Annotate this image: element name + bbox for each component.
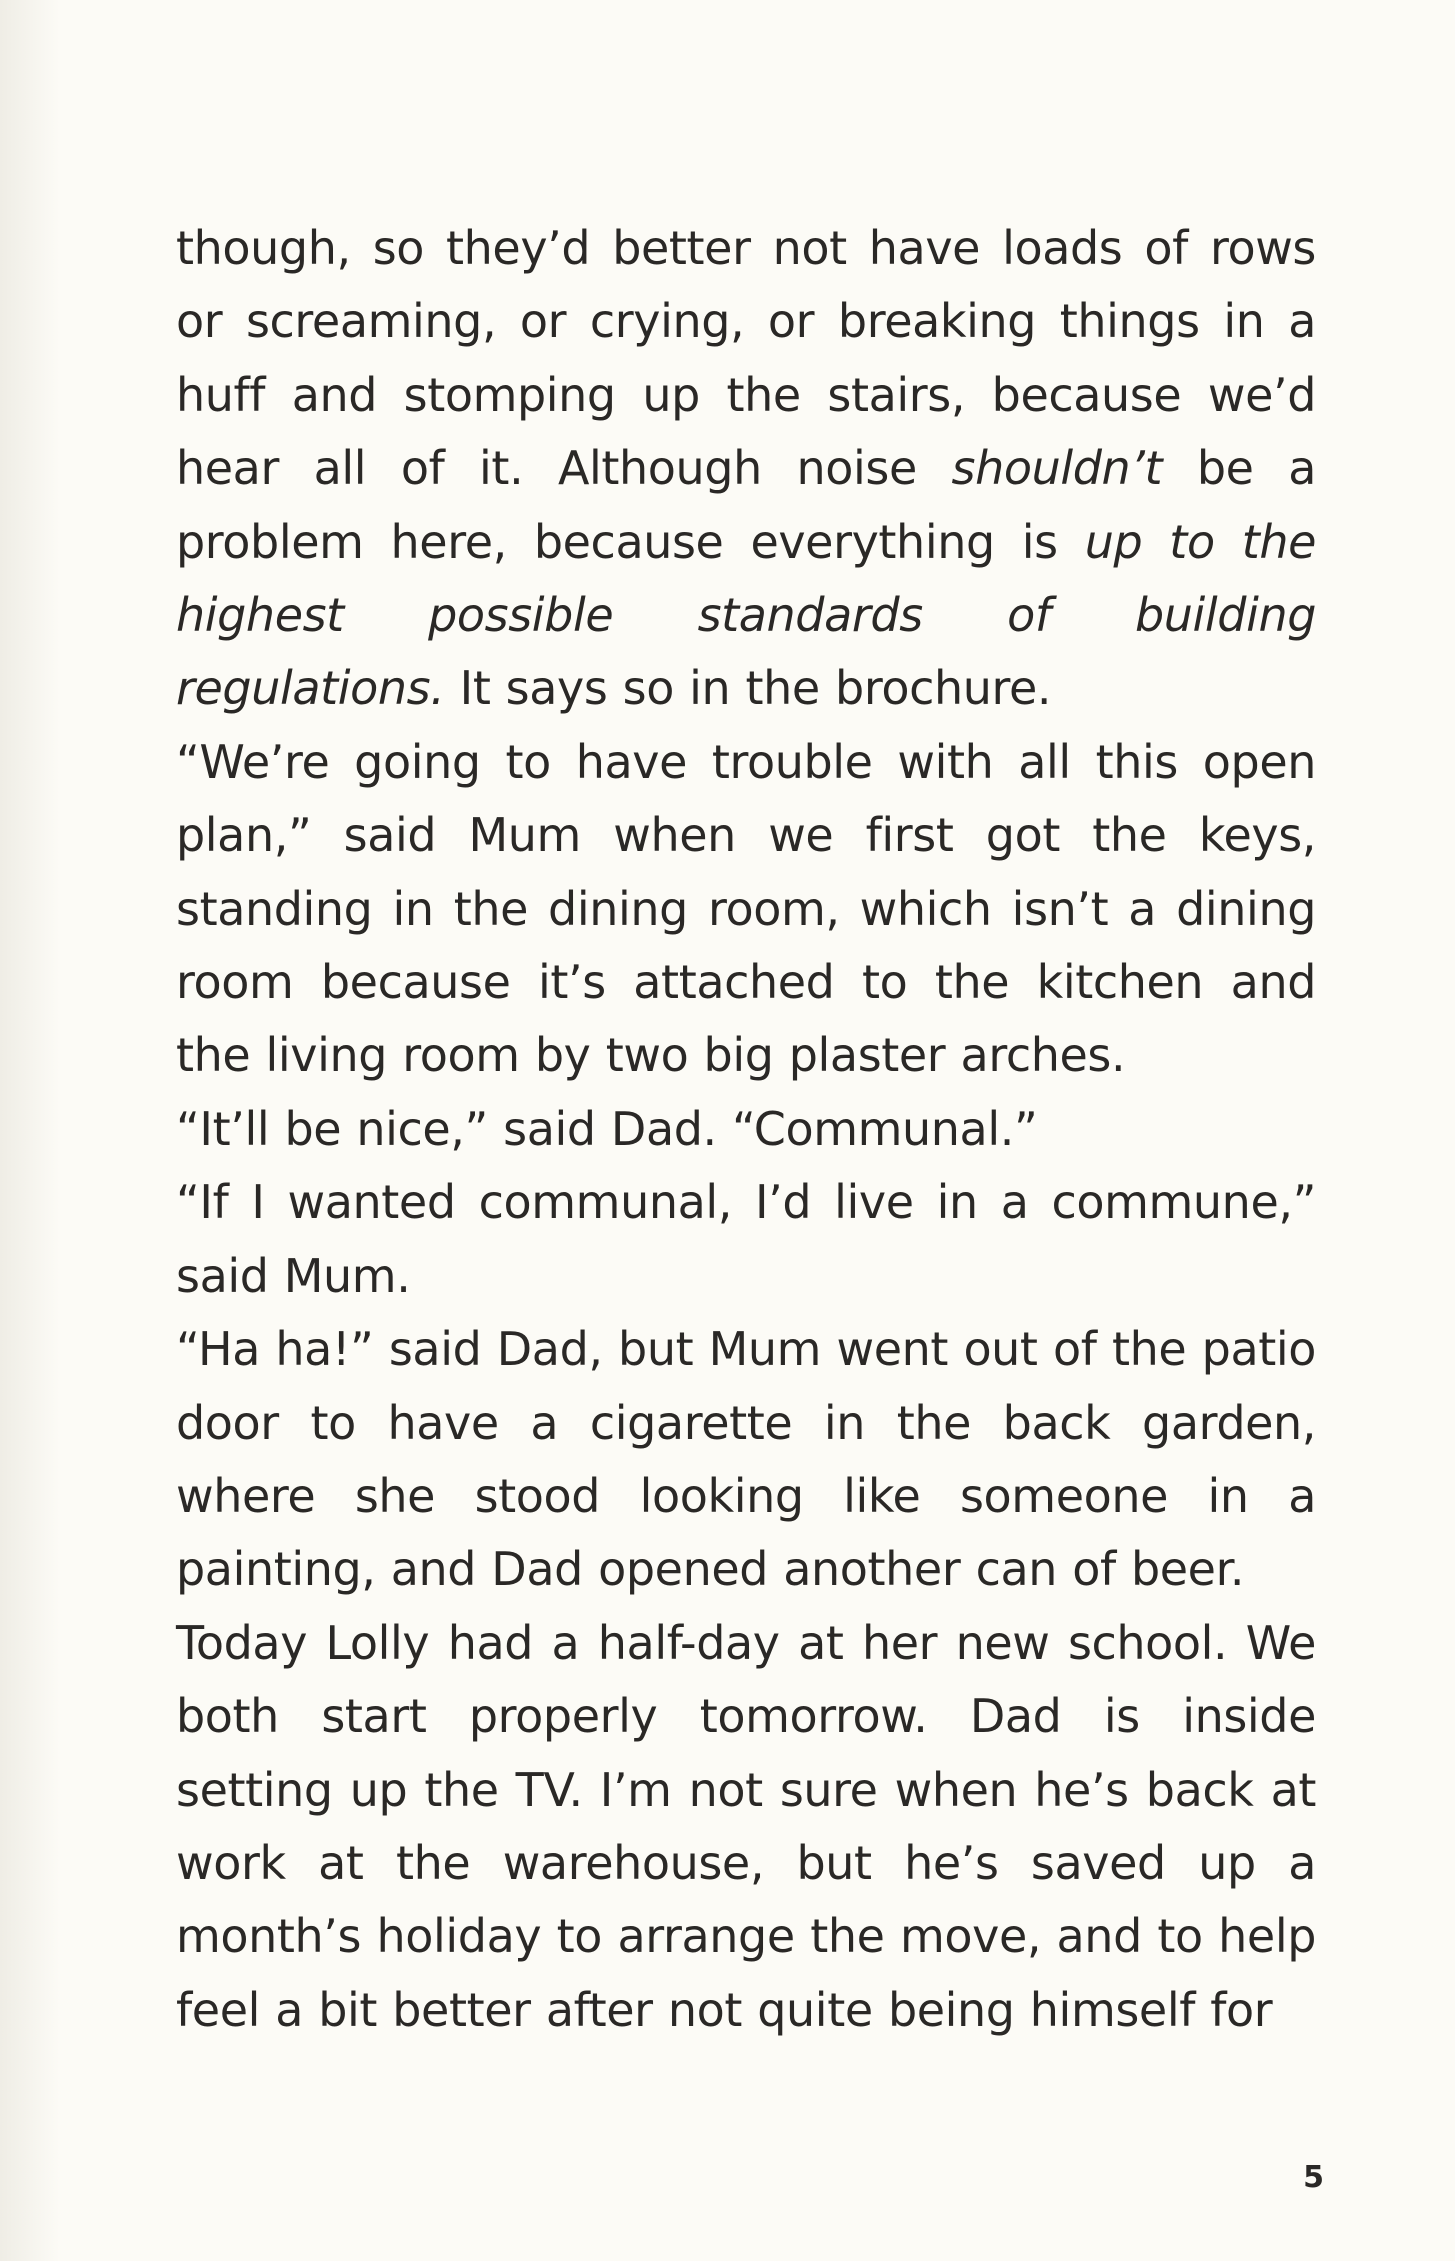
paragraph-4: “If I wanted communal, I’d live in a commune,” said Mum. [176,1175,1316,1303]
paragraph-1-text-a: though, so they’d better not have loads of rows or screaming, or crying, or breaking things in a huff and stomping up the stairs, because we’d hear all of it. Although noise [176,221,1316,496]
paragraph-2: “We’re going to have trouble with all this open plan,” said Mum when we first got the keys, standing in the dining room, which isn’t a dining room because it’s attached to the kitchen and the living room by two big plaster arches. [176,734,1316,1083]
paragraph-1-text-b: be a problem here, because everything is [176,441,1316,569]
paragraph-1 [176,212,1316,726]
paragraph-1-italic-b: up to the highest possible standards of building regulations. [176,514,1316,716]
page-number: 5 [1303,2160,1324,2195]
paragraph-1-italic-a: shouldn’t [951,441,1163,496]
paragraph-6: Today Lolly had a half-day at her new school. We both start properly tomorrow. Dad is inside setting up the TV. I’m not sure when he’s back at work at the warehouse, but he’s saved up a month’s holiday to arrange the move, and to help feel a bit better after not quite being himself for [176,1615,1316,2037]
paragraph-3: “It’ll be nice,” said Dad. “Communal.” [176,1101,1038,1156]
body-text [176,212,1316,2047]
gutter-shadow [0,0,60,2261]
paragraph-5: “Ha ha!” said Dad, but Mum went out of the patio door to have a cigarette in the back garden, where she stood looking like someone in a painting, and Dad opened another can of beer. [176,1322,1316,1597]
paragraph-1-text-c: It says so in the brochure. [444,661,1052,716]
